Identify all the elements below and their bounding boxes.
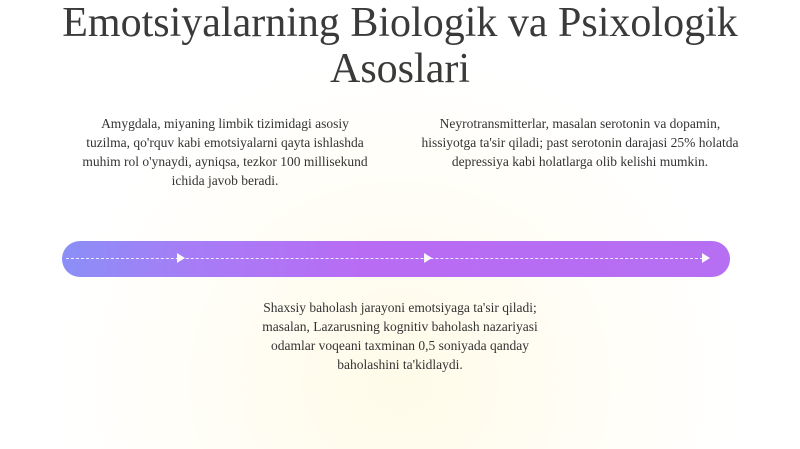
text-block-appraisal: Shaxsiy baholash jarayoni emotsiyaga ta'sir qiladi; masalan, Lazarusning kognitiv baholash nazariyasi odamlar voqeani taxminan 0,5 soniyada qanday baholashini ta'kidlaydi. — [262, 300, 538, 372]
text-block-neurotransmitters: Neyrotransmitterlar, masalan serotonin va dopamin, hissiyotga ta'sir qiladi; past serotonin darajasi 25% holatda depressiya kabi holatlarga olib kelishi mumkin. — [421, 116, 739, 169]
arrow-right-icon — [702, 253, 710, 263]
arrow-right-icon — [424, 253, 432, 263]
timeline-dashed-line — [66, 258, 708, 259]
timeline-bar — [62, 241, 730, 277]
slide-title: Emotsiyalarning Biologik va Psixologik Asoslari — [62, 0, 738, 92]
arrow-right-icon — [177, 253, 185, 263]
text-block-amygdala: Amygdala, miyaning limbik tizimidagi asosiy tuzilma, qo'rquv kabi emotsiyalarni qayta ishlashda muhim rol o'ynaydi, ayniqsa, tezkor 100 millisekund ichida javob beradi. — [82, 116, 368, 188]
